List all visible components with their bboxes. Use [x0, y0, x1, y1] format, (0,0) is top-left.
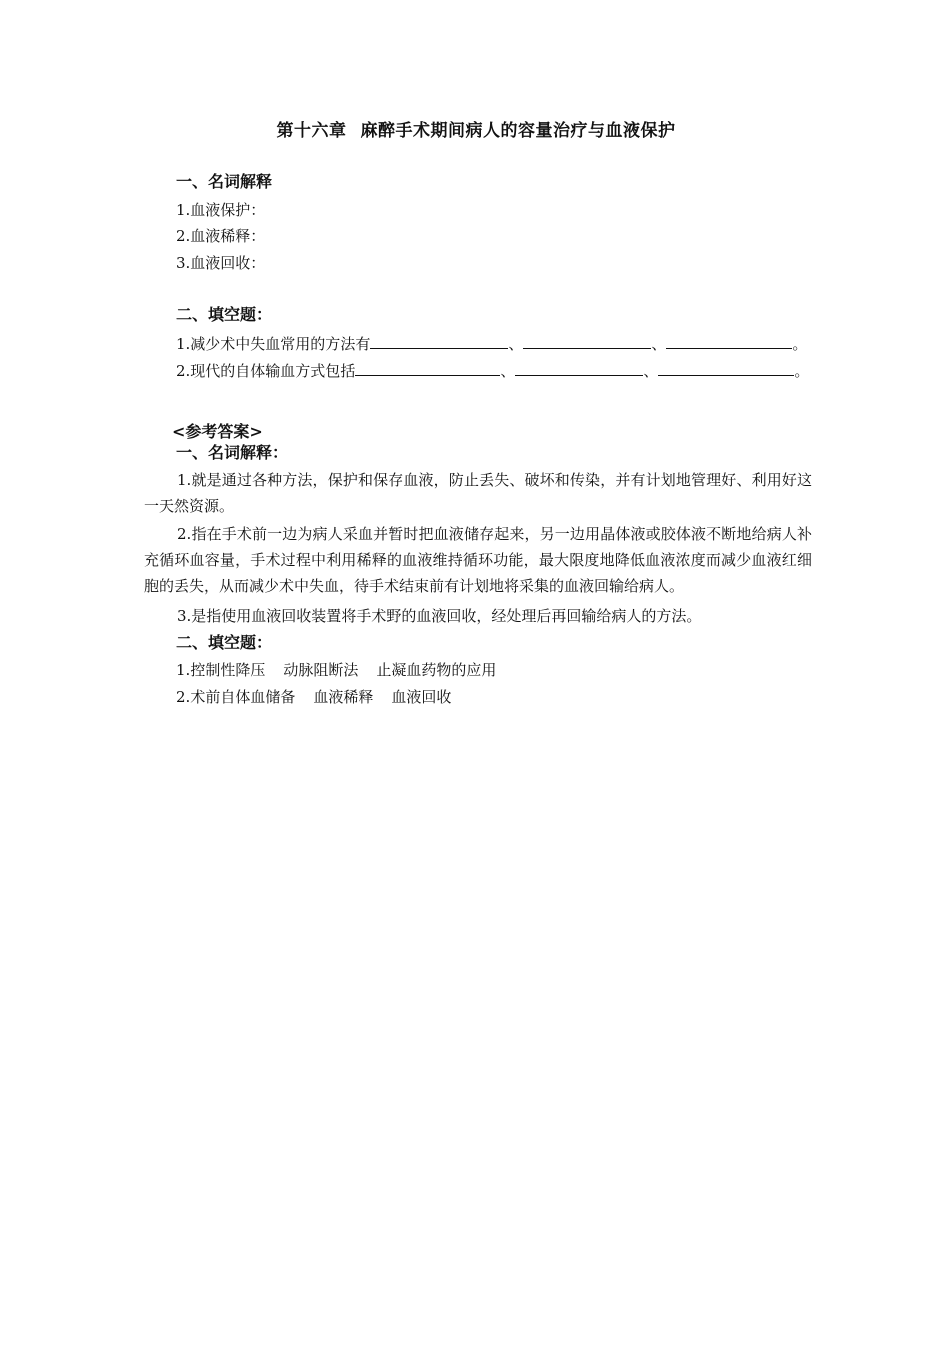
- definition-item: 3.血液回收：: [176, 254, 266, 272]
- answer-blank: [370, 333, 508, 349]
- blank-separator: 、: [643, 362, 659, 380]
- answers-fill-in-heading: 二、填空题：: [176, 633, 273, 652]
- answers-definitions-heading: 一、名词解释：: [176, 443, 289, 462]
- question-end: 。: [792, 335, 808, 353]
- blank-separator: 、: [651, 335, 667, 353]
- answer-blank: [658, 360, 794, 376]
- answer-fill-in: [176, 660, 496, 680]
- section-heading-definitions: 一、名词解释: [176, 172, 273, 191]
- chapter-name: 麻醉手术期间病人的容量治疗与血液保护: [360, 121, 676, 141]
- answer-number: 1.: [176, 661, 191, 679]
- chapter-number: 第十六章: [276, 121, 347, 141]
- answers-heading: <参考答案>: [172, 422, 263, 441]
- answer-blank: [515, 360, 643, 376]
- answer-blank: [523, 333, 651, 349]
- answer-number: 2.: [176, 688, 191, 706]
- answer-definition: 2.指在手术前一边为病人采血并暂时把血液储存起来，另一边用晶体液或胶体液不断地给病人补充循环血容量，手术过程中利用稀释的血液维持循环功能，最大限度地降低血液浓度而减少血液红细胞的丢失，从而减少术中失血，待手术结束前有计划地将采集的血液回输给病人。: [144, 525, 812, 595]
- answer-value: 术前自体血储备: [190, 688, 296, 706]
- answer-value: 控制性降压: [190, 661, 266, 679]
- question-end: 。: [794, 362, 810, 380]
- section-heading-fill-in: 二、填空题：: [176, 305, 273, 324]
- answer-value: 止凝血药物的应用: [376, 661, 497, 679]
- blank-separator: 、: [500, 362, 516, 380]
- blank-separator: 、: [508, 335, 524, 353]
- answer-value: 血液回收: [391, 688, 452, 706]
- question-text: 2.现代的自体输血方式包括: [176, 362, 356, 380]
- question-text: 1.减少术中失血常用的方法有: [176, 335, 371, 353]
- definition-item: 1.血液保护：: [176, 201, 266, 219]
- answer-blank: [666, 333, 792, 349]
- fill-in-question: [176, 360, 809, 381]
- chapter-title: [0, 116, 952, 141]
- fill-in-question: [176, 333, 807, 354]
- answer-definition: 3.是指使用血液回收装置将手术野的血液回收，经处理后再回输给病人的方法。: [177, 607, 702, 625]
- answer-value: 动脉阻断法: [283, 661, 359, 679]
- answer-blank: [355, 360, 500, 376]
- answer-fill-in: [176, 687, 451, 707]
- answer-definition: 1.就是通过各种方法，保护和保存血液，防止丢失、破坏和传染，并有计划地管理好、利用好这一天然资源。: [144, 471, 812, 515]
- answer-value: 血液稀释: [313, 688, 374, 706]
- definition-item: 2.血液稀释：: [176, 227, 266, 245]
